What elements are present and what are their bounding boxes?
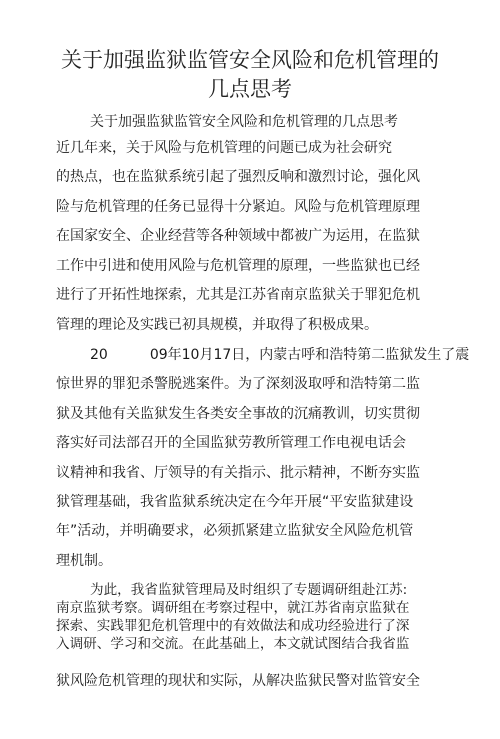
paragraph-2-line-4: 落实好司法部召开的全国监狱劳教所管理工作电视电话会 (56, 435, 406, 451)
paragraph-2-line-7: 年”活动，并明确要求，必须抓紧建立监狱安全风险危机管 (56, 523, 414, 539)
paragraph-1-line-2: 近几年来，关于风险与危机管理的问题已成为社会研究 (56, 140, 392, 156)
paragraph-2-year-prefix: 20 (90, 347, 108, 363)
paragraph-1-line-8: 管理的理论及实践已初具规模，并取得了积极成果。 (56, 317, 378, 333)
paragraph-3-line-2: 南京监狱考察。调研组在考察过程中，就江苏省南京监狱在 (56, 600, 410, 616)
paragraph-3-line-3: 探索、实践罪犯危机管理中的有效做法和成功经验进行了深 (56, 618, 410, 634)
paragraph-1-line-1: 关于加强监狱监管安全风险和危机管理的几点思考 (90, 114, 398, 130)
paragraph-2-line-5: 议精神和我省、厅领导的有关指示、批示精神，不断夯实监 (56, 465, 420, 481)
document-title-line-1: 关于加强监狱监管安全风险和危机管理的 (61, 48, 439, 72)
paragraph-2-line-1-rest: 09年10月17日，内蒙古呼和浩特第二监狱发生了震 (149, 347, 470, 363)
paragraph-4-line-1: 狱风险危机管理的现状和实际，从解决监狱民警对监管安全 (56, 673, 420, 689)
paragraph-1-line-7: 进行了开拓性地探索，尤其是江苏省南京监狱关于罪犯危机 (56, 287, 420, 303)
paragraph-1-line-6: 工作中引进和使用风险与危机管理的原理，一些监狱也已经 (56, 258, 420, 274)
paragraph-2-line-2: 惊世界的罪犯杀警脱逃案件。为了深刻汲取呼和浩特第二监 (56, 376, 420, 392)
paragraph-1-line-5: 在国家安全、企业经营等各种领域中都被广为运用，在监狱 (56, 228, 420, 244)
paragraph-1-line-3: 的热点，也在监狱系统引起了强烈反响和激烈讨论，强化风 (56, 169, 420, 185)
document-title-line-2: 几点思考 (208, 77, 292, 101)
paragraph-2-line-6: 狱管理基础，我省监狱系统决定在今年开展“平安监狱建设 (56, 494, 414, 510)
paragraph-2-line-8: 理机制。 (56, 553, 112, 569)
paragraph-2-line-3: 狱及其他有关监狱发生各类安全事故的沉痛教训，切实贯彻 (56, 406, 420, 422)
paragraph-3-line-4: 入调研、学习和交流。在此基础上，本文就试图结合我省监 (56, 636, 410, 652)
paragraph-1-line-4: 险与危机管理的任务已显得十分紧迫。风险与危机管理原理 (56, 199, 420, 215)
paragraph-3-line-1: 为此，我省监狱管理局及时组织了专题调研组赴江苏: (90, 582, 408, 598)
paragraph-2-line-1 (90, 346, 469, 364)
